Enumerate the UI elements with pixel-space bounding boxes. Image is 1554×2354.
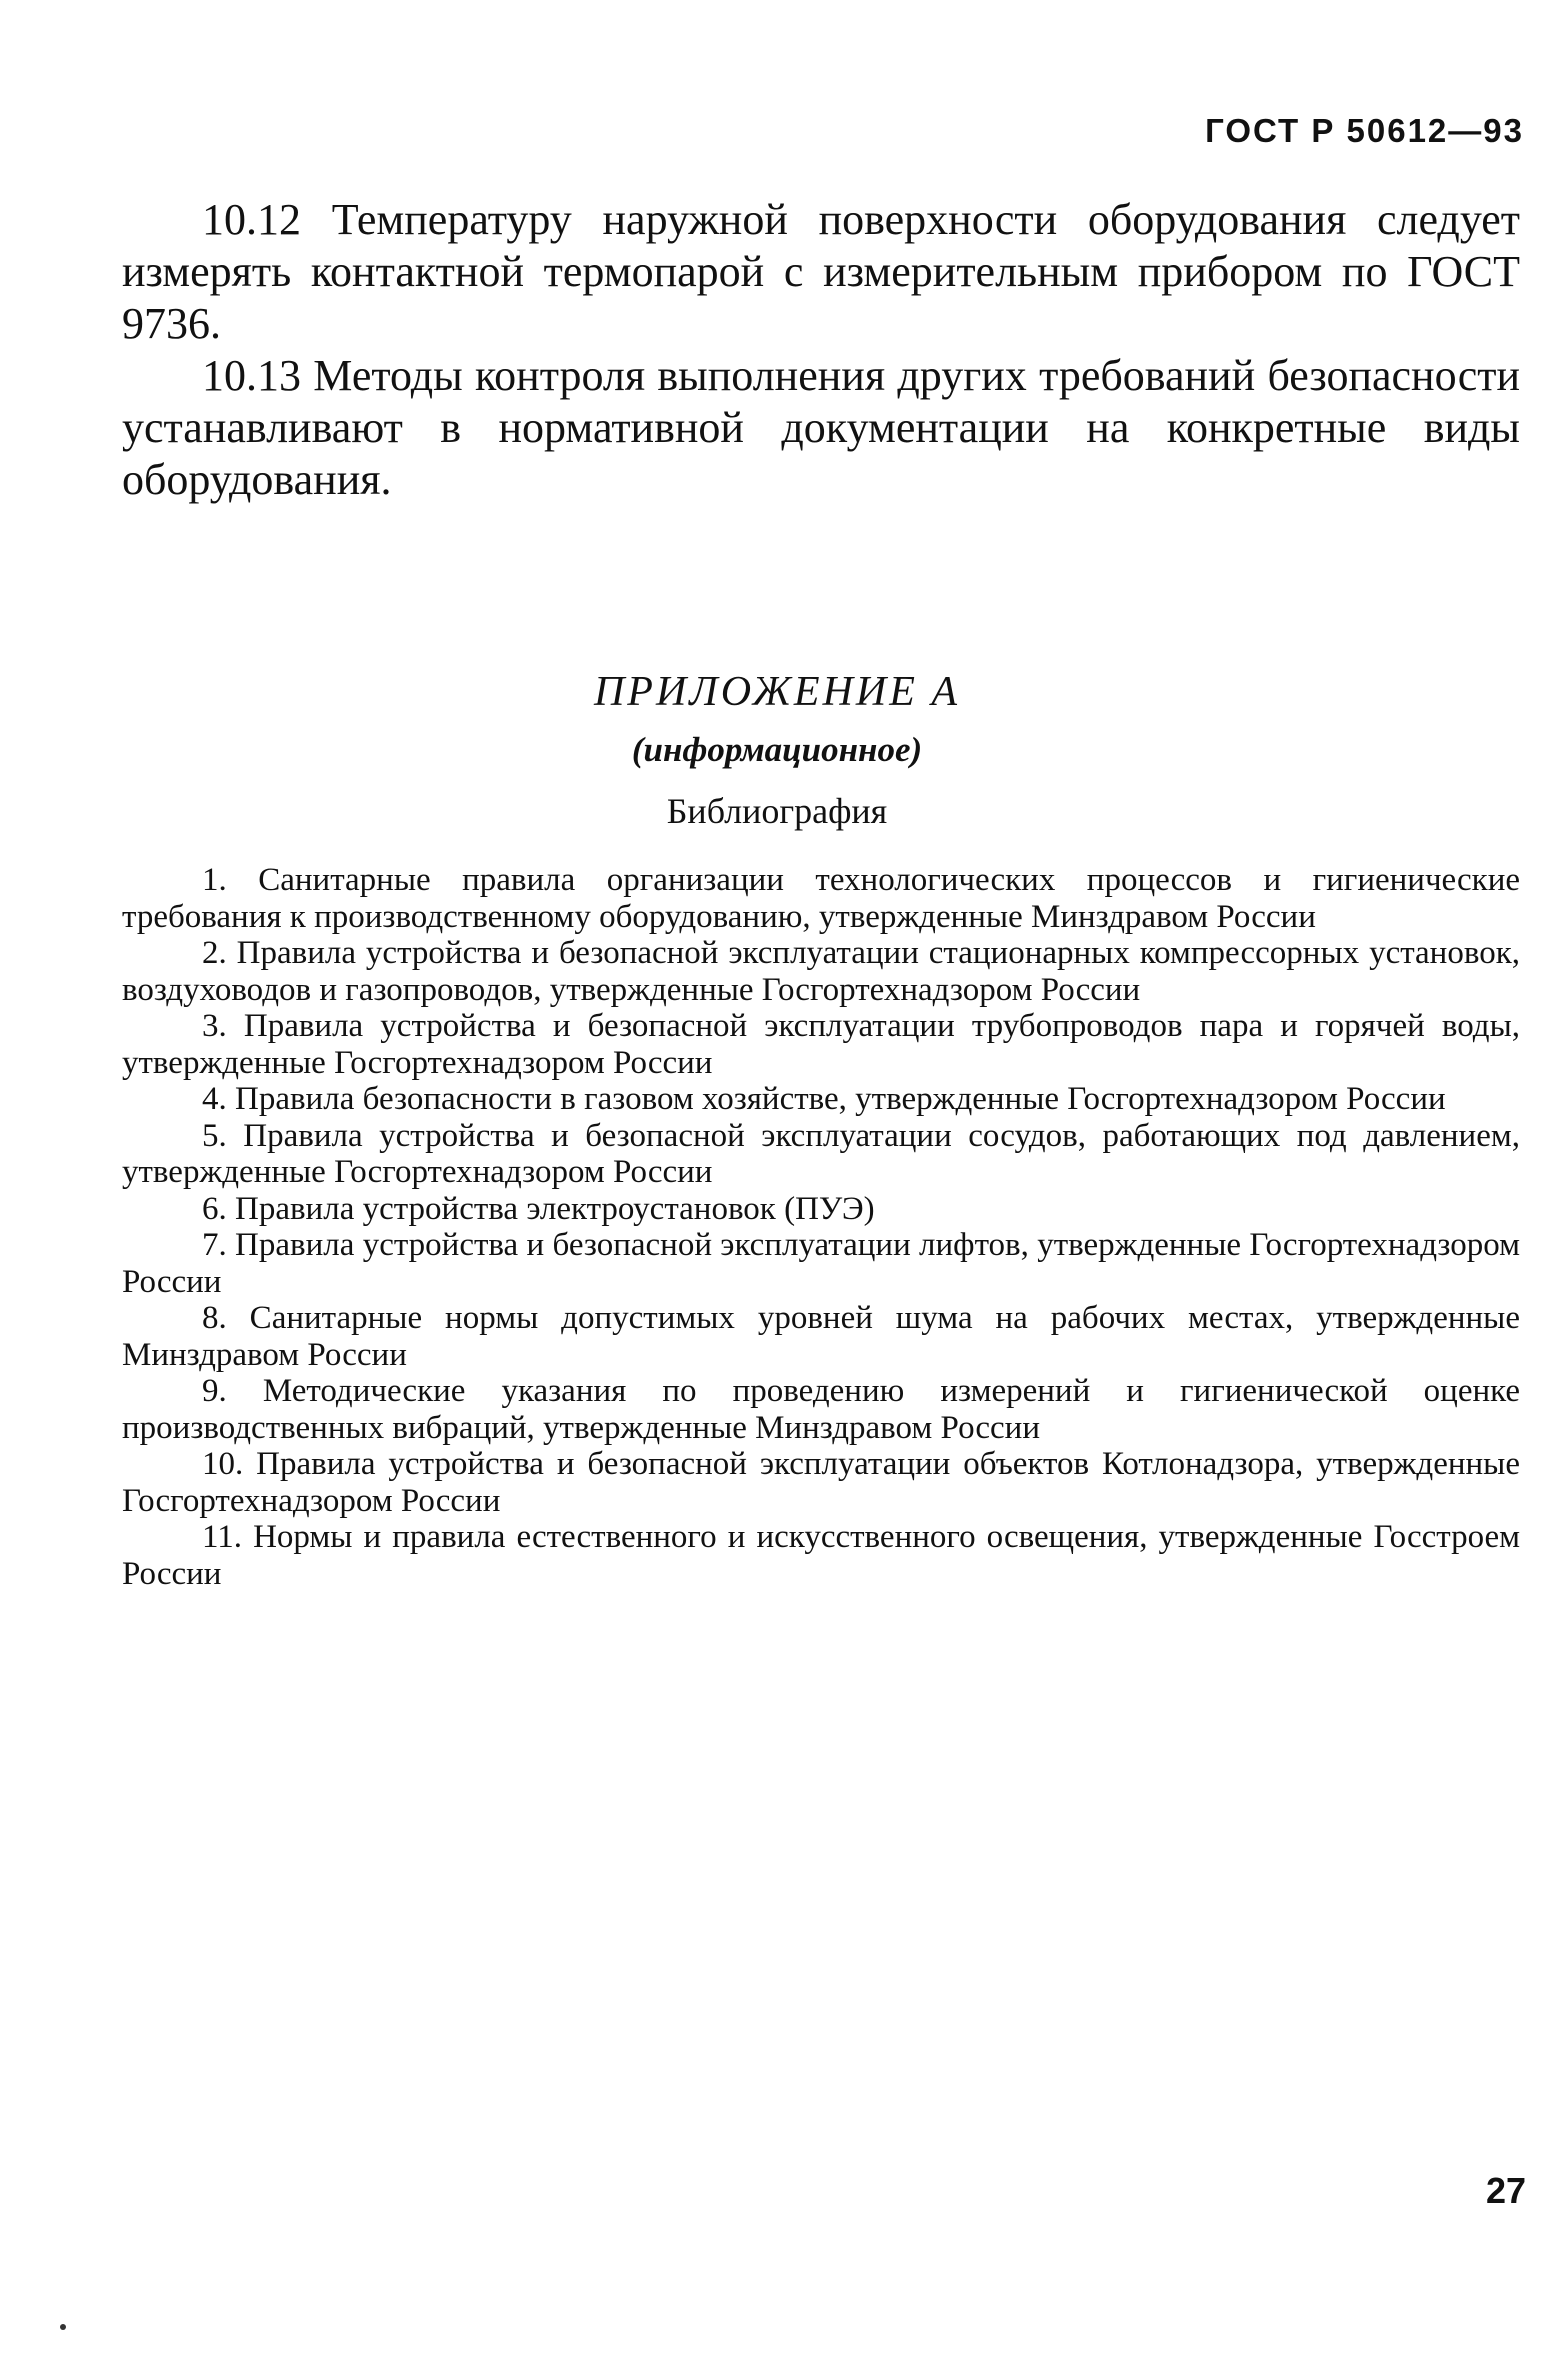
page-number: 27 bbox=[1485, 2170, 1526, 2211]
appendix-title: ПРИЛОЖЕНИЕ А bbox=[593, 669, 961, 715]
bibliography-item: 7. Правила устройства и безопасной эксплуатации лифтов, утвержденные Госгортехнадзором России bbox=[122, 1227, 1520, 1300]
bibliography-item: 3. Правила устройства и безопасной эксплуатации трубопроводов пара и горячей воды, утвержденные Госгортехнадзором России bbox=[122, 1008, 1520, 1081]
bibliography-item: 1. Санитарные правила организации технологических процессов и гигиенические требования к производственному оборудованию, утвержденные Минздравом России bbox=[122, 862, 1520, 935]
scan-artifact-dot bbox=[60, 2324, 66, 2330]
bibliography-item: 10. Правила устройства и безопасной эксплуатации объектов Котлонадзора, утвержденные Госгортехнадзором России bbox=[122, 1446, 1520, 1519]
bibliography-item: 5. Правила устройства и безопасной эксплуатации сосудов, работающих под давлением, утвержденные Госгортехнадзором России bbox=[122, 1117, 1520, 1190]
bibliography-item: 11. Нормы и правила естественного и искусственного освещения, утвержденные Госстроем России bbox=[122, 1519, 1520, 1592]
page-header-standard-code: ГОСТ Р 50612—93 bbox=[1205, 112, 1524, 149]
appendix-subtitle: (информационное) bbox=[631, 730, 923, 769]
bibliography-item: 9. Методические указания по проведению измерений и гигиенической оценке производственных вибраций, утвержденные Минздравом России bbox=[122, 1373, 1520, 1446]
paragraph-10-12: 10.12 Температуру наружной поверхности оборудования следует измерять контактной термопарой с измерительным прибором по ГОСТ 9736. bbox=[122, 195, 1520, 348]
bibliography-item: 6. Правила устройства электроустановок (ПУЭ) bbox=[202, 1190, 875, 1227]
bibliography-heading: Библиография bbox=[666, 791, 888, 831]
bibliography-list bbox=[122, 862, 1520, 1592]
bibliography-item: 2. Правила устройства и безопасной эксплуатации стационарных компрессорных установок, воздуховодов и газопроводов, утвержденные Госгортехнадзором России bbox=[122, 935, 1520, 1008]
body-text bbox=[122, 194, 1520, 506]
bibliography-item: 8. Санитарные нормы допустимых уровней шума на рабочих местах, утвержденные Минздравом России bbox=[122, 1300, 1520, 1373]
paragraph-10-13: 10.13 Методы контроля выполнения других требований безопасности устанавливают в нормативной документации на конкретные виды оборудования. bbox=[122, 351, 1520, 504]
bibliography-item: 4. Правила безопасности в газовом хозяйстве, утвержденные Госгортехнадзором России bbox=[202, 1081, 1446, 1117]
